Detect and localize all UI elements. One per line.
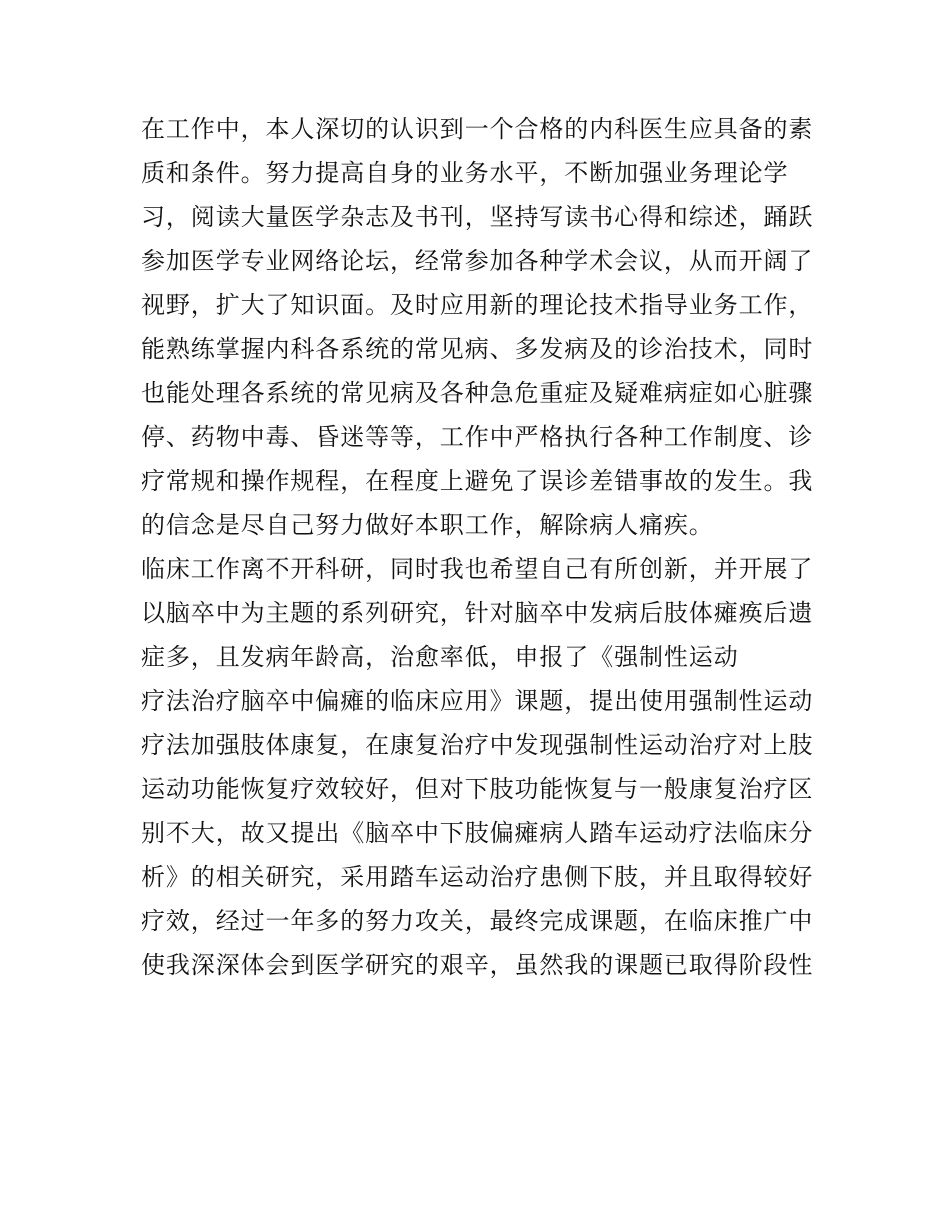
text-line: 质和条件。努力提高自身的业务水平，不断加强业务理论学 xyxy=(141,159,789,187)
text-line: 的信念是尽自己努力做好本职工作，解除病人痛疾。 xyxy=(141,511,714,539)
text-line: 能熟练掌握内科各系统的常见病、多发病及的诊治技术，同时 xyxy=(141,335,814,363)
text-line: 以脑卒中为主题的系列研究，针对脑卒中发病后肢体瘫痪后遗 xyxy=(141,599,814,627)
text-line: 停、药物中毒、昏迷等等，工作中严格执行各种工作制度、诊 xyxy=(141,423,814,451)
text-line: 疗常规和操作规程，在程度上避免了误诊差错事故的发生。我 xyxy=(141,467,814,495)
text-line: 运动功能恢复疗效较好，但对下肢功能恢复与一般康复治疗区 xyxy=(141,775,814,803)
body-text xyxy=(141,107,821,987)
text-line: 别不大，故又提出《脑卒中下肢偏瘫病人踏车运动疗法临床分 xyxy=(141,819,814,847)
text-line: 视野，扩大了知识面。及时应用新的理论技术指导业务工作， xyxy=(141,291,814,319)
text-line: 症多，且发病年龄高，治愈率低，申报了《强制性运动 xyxy=(141,643,739,671)
text-line: 习，阅读大量医学杂志及书刊，坚持写读书心得和综述，踊跃 xyxy=(141,203,814,231)
text-line: 析》的相关研究，采用踏车运动治疗患侧下肢，并且取得较好 xyxy=(141,863,814,891)
text-line: 在工作中，本人深切的认识到一个合格的内科医生应具备的素 xyxy=(141,115,814,143)
text-line: 疗效，经过一年多的努力攻关，最终完成课题，在临床推广中 xyxy=(141,907,814,935)
text-line: 临床工作离不开科研，同时我也希望自己有所创新，并开展了 xyxy=(141,555,814,583)
text-line: 疗法治疗脑卒中偏瘫的临床应用》课题，提出使用强制性运动 xyxy=(141,687,814,715)
text-line: 参加医学专业网络论坛，经常参加各种学术会议，从而开阔了 xyxy=(141,247,814,275)
text-line: 使我深深体会到医学研究的艰辛，虽然我的课题已取得阶段性 xyxy=(141,951,814,979)
text-line: 疗法加强肢体康复，在康复治疗中发现强制性运动治疗对上肢 xyxy=(141,731,814,759)
text-line: 也能处理各系统的常见病及各种急危重症及疑难病症如心脏骤 xyxy=(141,379,814,407)
